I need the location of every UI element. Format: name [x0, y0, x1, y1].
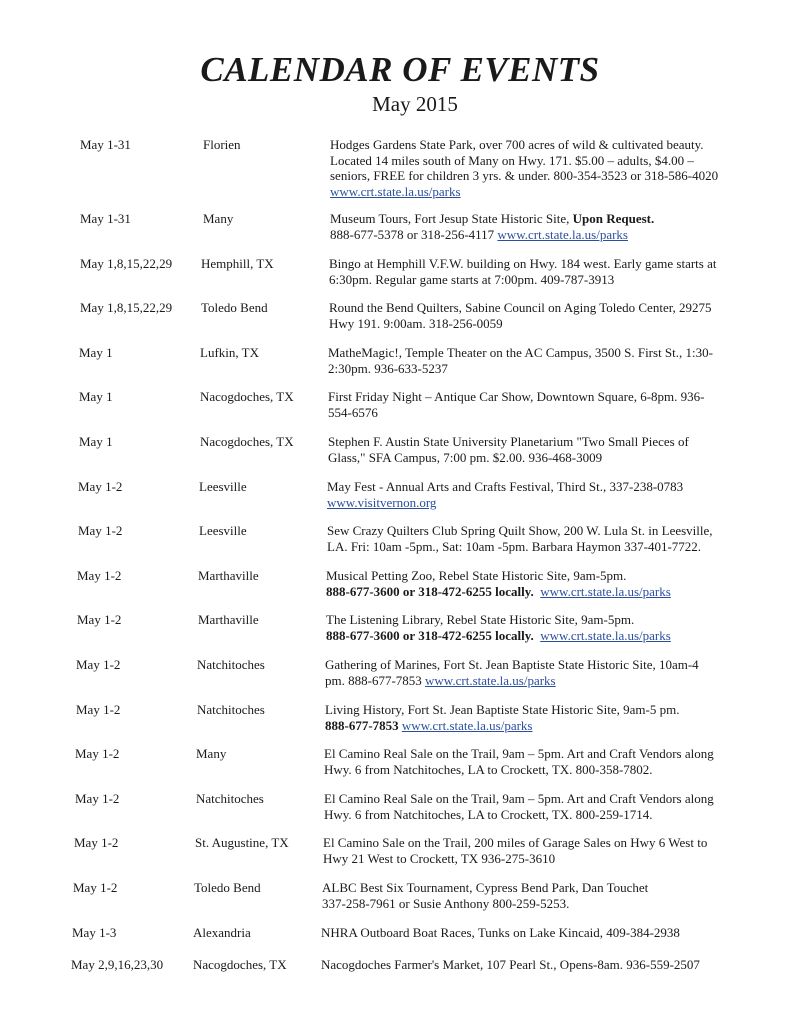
- event-location: Florien: [203, 137, 241, 152]
- event-description-text: Living History, Fort St. Jean Baptiste State Historic Site, 9am-5 pm.: [325, 702, 680, 717]
- event-date: May 1-3: [72, 925, 117, 940]
- event-date: May 1: [79, 389, 113, 404]
- event-description: NHRA Outboard Boat Races, Tunks on Lake Kincaid, 409-384-2938: [321, 925, 680, 940]
- event-date: May 1-2: [78, 479, 123, 494]
- event-description: [327, 479, 722, 510]
- event-description-text: Museum Tours, Fort Jesup State Historic Site,: [330, 211, 573, 226]
- event-location: Toledo Bend: [201, 300, 268, 315]
- event-date: May 1-31: [80, 137, 131, 152]
- event-location: Leesville: [199, 523, 247, 538]
- event-description: El Camino Real Sale on the Trail, 9am – 5pm. Art and Craft Vendors along Hwy. 6 from Natchitoches, LA to Crockett, TX. 800-259-1714.: [324, 791, 714, 822]
- event-date: May 2,9,16,23,30: [71, 957, 164, 972]
- event-location: Natchitoches: [197, 657, 265, 672]
- event-location: Alexandria: [193, 925, 251, 940]
- event-location: Natchitoches: [196, 791, 264, 806]
- event-date: May 1,8,15,22,29: [80, 256, 173, 271]
- event-location: Toledo Bend: [194, 880, 261, 895]
- event-description: Sew Crazy Quilters Club Spring Quilt Show, 200 W. Lula St. in Leesville, LA. Fri: 10am -5pm., Sat: 10am -5pm. Barbara Haymon 337-401-7722.: [327, 523, 713, 554]
- event-description: ALBC Best Six Tournament, Cypress Bend Park, Dan Touchet 337-258-7961 or Susie Anthony 800-259-5253.: [322, 880, 649, 911]
- event-date: May 1-2: [77, 568, 122, 583]
- event-description: El Camino Sale on the Trail, 200 miles of Garage Sales on Hwy 6 West to Hwy 21 West to Crockett, TX 936-275-3610: [323, 835, 708, 866]
- event-date: May 1-2: [73, 880, 118, 895]
- event-description: [326, 568, 721, 599]
- event-description-text: Musical Petting Zoo, Rebel State Historic Site, 9am-5pm.: [326, 568, 627, 583]
- event-location: St. Augustine, TX: [195, 835, 289, 850]
- event-link[interactable]: www.crt.state.la.us/parks: [497, 226, 628, 242]
- event-description-text-2: 888-677-5378 or 318-256-4117: [330, 226, 495, 242]
- event-date: May 1: [79, 434, 113, 449]
- event-date: May 1-2: [78, 523, 123, 538]
- event-date: May 1-2: [76, 657, 121, 672]
- event-location: Natchitoches: [197, 702, 265, 717]
- event-date: May 1-2: [77, 612, 122, 627]
- event-location: Nacogdoches, TX: [200, 389, 294, 404]
- event-description: [330, 137, 725, 199]
- event-description: El Camino Real Sale on the Trail, 9am – 5pm. Art and Craft Vendors along Hwy. 6 from Natchitoches, LA to Crockett, TX. 800-358-7802.: [324, 746, 714, 777]
- event-date: May 1-2: [74, 835, 119, 850]
- event-description: First Friday Night – Antique Car Show, Downtown Square, 6-8pm. 936-554-6576: [328, 389, 705, 420]
- event-link[interactable]: www.crt.state.la.us/parks: [330, 183, 461, 199]
- event-location: Nacogdoches, TX: [200, 434, 294, 449]
- event-description: Stephen F. Austin State University Planetarium "Two Small Pieces of Glass," SFA Campus, 7:00 pm. $2.00. 936-468-3009: [328, 434, 689, 465]
- event-location: Leesville: [199, 479, 247, 494]
- event-date: May 1-2: [76, 702, 121, 717]
- event-location: Lufkin, TX: [200, 345, 259, 360]
- event-emphasis: Upon Request.: [572, 211, 655, 226]
- event-description-text: Hodges Gardens State Park, over 700 acres of wild & cultivated beauty. Located 14 miles south of Many on Hwy. 171. $5.00 – adults, $4.00 – seniors, FREE for children 3 yrs. & under. 800-354-3523 or 318-586-4020: [330, 137, 719, 183]
- event-location: Marthaville: [198, 612, 259, 627]
- event-description: [330, 211, 725, 242]
- event-location: Marthaville: [198, 568, 259, 583]
- event-emphasis: 888-677-3600 or 318-472-6255 locally.: [326, 583, 534, 599]
- event-emphasis: 888-677-3600 or 318-472-6255 locally.: [326, 627, 534, 643]
- event-link[interactable]: www.crt.state.la.us/parks: [401, 717, 533, 733]
- event-description: [325, 702, 720, 733]
- event-location: Hemphill, TX: [201, 256, 274, 271]
- event-emphasis: 888-677-7853: [325, 717, 399, 733]
- event-location: Many: [196, 746, 227, 761]
- event-description-text: May Fest - Annual Arts and Crafts Festival, Third St., 337-238-0783: [327, 479, 684, 494]
- event-date: May 1-2: [75, 746, 120, 761]
- event-description: MatheMagic!, Temple Theater on the AC Campus, 3500 S. First St., 1:30-2:30pm. 936-633-5237: [328, 345, 713, 376]
- event-date: May 1: [79, 345, 113, 360]
- event-description-text: The Listening Library, Rebel State Historic Site, 9am-5pm.: [326, 612, 635, 627]
- event-link[interactable]: www.crt.state.la.us/parks: [540, 583, 671, 599]
- event-description: Nacogdoches Farmer's Market, 107 Pearl St., Opens-8am. 936-559-2507: [321, 957, 700, 972]
- event-date: May 1-2: [75, 791, 120, 806]
- event-location: Nacogdoches, TX: [193, 957, 287, 972]
- event-description: [325, 657, 705, 688]
- event-description-text: Gathering of Marines, Fort St. Jean Baptiste State Historic Site, 10am-4 pm. 888-677-7853: [325, 657, 699, 688]
- page-title: CALENDAR OF EVENTS: [200, 50, 600, 89]
- event-date: May 1-31: [80, 211, 131, 226]
- page-subtitle: May 2015: [372, 92, 458, 116]
- event-description: Bingo at Hemphill V.F.W. building on Hwy. 184 west. Early game starts at 6:30pm. Regular game starts at 7:00pm. 409-787-3913: [329, 256, 717, 287]
- event-location: Many: [203, 211, 234, 226]
- event-date: May 1,8,15,22,29: [80, 300, 173, 315]
- event-link[interactable]: www.crt.state.la.us/parks: [540, 627, 671, 643]
- event-link[interactable]: www.crt.state.la.us/parks: [425, 672, 556, 688]
- event-description: [326, 612, 721, 643]
- event-description: Round the Bend Quilters, Sabine Council on Aging Toledo Center, 29275 Hwy 191. 9:00am. 318-256-0059: [329, 300, 712, 331]
- event-link[interactable]: www.visitvernon.org: [327, 494, 437, 510]
